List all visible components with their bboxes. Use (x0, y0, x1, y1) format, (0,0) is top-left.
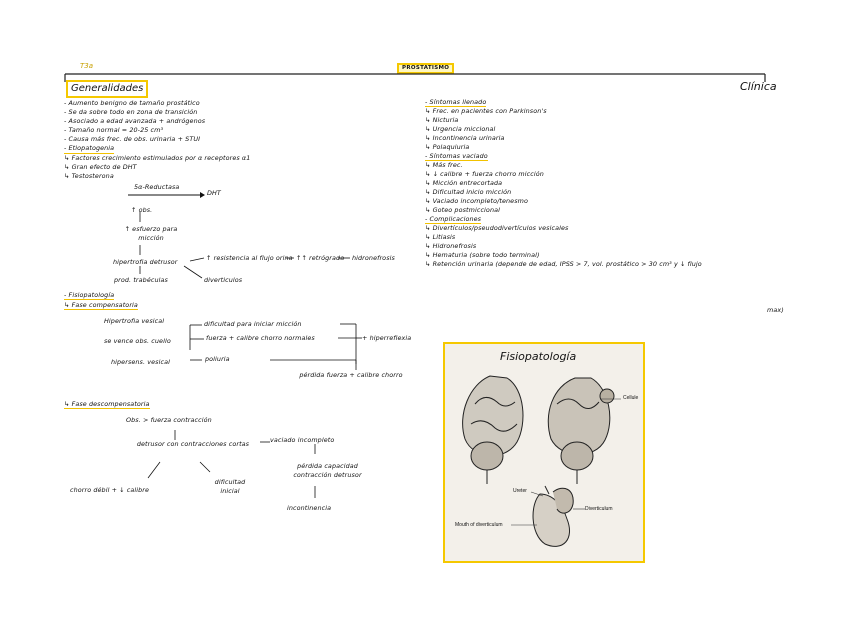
flow-hidronefrosis: hidronefrosis (352, 254, 395, 262)
trabeculated-bladder-left (463, 376, 523, 484)
list-item: ↳ Goteo postmiccional (425, 206, 500, 214)
comp-fuerza: fuerza + calibre chorro normales (206, 334, 315, 342)
comp-poliuria: poliuria (205, 355, 230, 363)
list-item: ↳ ↓ calibre + fuerza chorro micción (425, 170, 544, 178)
vaciado-heading: - Síntomas vaciado (425, 152, 488, 160)
list-item: - Causa más frec. de obs. urinaria + STUI (64, 135, 201, 143)
desc-chorro: chorro débil + ↓ calibre (70, 486, 150, 494)
comp-hipertrofia: Hipertrofia vesical (104, 317, 165, 325)
label-mouth: Mouth of diverticulum (455, 522, 503, 528)
list-item: - Tamaño normal = 20-25 cm³ (64, 126, 164, 134)
list-item: - Asociado a edad avanzada + andrógenos (64, 117, 206, 125)
flow-diverticulos: diverticulos (204, 276, 243, 284)
desc-detrusor: detrusor con contracciones cortas (136, 440, 250, 448)
list-item: ↳ Más frec. (425, 161, 463, 169)
label-diverticulum: Diverticulum (585, 506, 613, 512)
descompensatoria-heading: ↳ Fase descompensatoria (64, 400, 150, 408)
flow-hipertrofia: hipertrofia detrusor (113, 258, 178, 266)
comp-vence: se vence obs. cuello (104, 337, 171, 345)
code-label: T3a (80, 62, 94, 70)
flow-obs: ↑ obs. (131, 206, 153, 214)
list-item: ↳ Litiasis (425, 233, 456, 241)
desc-incontinencia: incontinencia (287, 504, 332, 512)
list-item: ↳ Dificultad inicio micción (425, 188, 512, 196)
desc-vaciado: vaciado incompleto (270, 436, 335, 444)
list-item: ↳ Hidronefrosis (425, 242, 477, 250)
list-item: - Aumento benigno de tamaño prostático (64, 99, 200, 107)
comp-perdida: pérdida fuerza + calibre chorro (299, 371, 403, 379)
desc-obs: Obs. > fuerza contracción (126, 416, 212, 424)
complicaciones-tail: max) (767, 306, 784, 314)
compensatoria-heading: ↳ Fase compensatoria (64, 301, 138, 309)
dht-label: DHT (207, 189, 221, 197)
fisiopatologia-heading: - Fisiopatología (64, 291, 115, 299)
flow-trabeculas: prod. trabéculas (114, 276, 168, 284)
figure-frame (443, 342, 645, 563)
list-item: ↳ Incontinencia urinaria (425, 134, 505, 142)
comp-hiperreflexia: + hiperreflexia (362, 334, 412, 342)
etiopatogenia-heading: - Etiopatogenia (64, 144, 115, 152)
enzyme-label: 5α-Reductasa (134, 183, 180, 191)
flow-esfuerzo: ↑ esfuerzo para micción (124, 225, 178, 242)
comp-arrows (150, 316, 450, 396)
list-item: ↳ Micción entrecortada (425, 179, 503, 187)
label-cellule: Cellule (623, 395, 639, 401)
llenado-section (425, 98, 702, 269)
diverticulum-illustration (533, 486, 573, 546)
list-item: ↳ Frec. en pacientes con Parkinson's (425, 107, 547, 115)
list-item: ↳ Testosterona (64, 172, 114, 180)
clinica-heading: Clínica (740, 80, 777, 93)
comp-dificultad: dificultad para iniciar micción (204, 320, 302, 328)
bladder-illustration (445, 344, 643, 561)
list-item: ↳ Hematuria (sobre todo terminal) (425, 251, 540, 259)
list-item: ↳ Factores crecimiento estimulados por α receptores α1 (64, 154, 251, 162)
list-item: ↳ Nicturia (425, 116, 459, 124)
flow-presion: ↑↑ retrógrada (296, 254, 345, 262)
desc-dificultad: dificultad inicial (214, 478, 246, 495)
list-item: ↳ Retención urinaria (depende de edad, IPSS > 7, vol. prostático > 30 cm³ y ↓ flujo (425, 260, 702, 268)
desc-arrows (100, 420, 400, 520)
list-item: ↳ Gran efecto de DHT (64, 163, 137, 171)
flow-resistencia: ↑ resistencia al flujo orina (206, 254, 293, 262)
figure-title: Fisiopatología (500, 350, 577, 363)
page-title: PROSTATISMO (397, 63, 454, 74)
list-item: - Se da sobre todo en zona de transición (64, 108, 198, 116)
list-item: ↳ Divertículos/pseudodivertículos vesicales (425, 224, 569, 232)
desc-perdida: pérdida capacidad contracción detrusor (293, 462, 362, 479)
complicaciones-heading: - Complicaciones (425, 215, 482, 223)
label-ureter: Ureter (513, 488, 527, 494)
comp-hipersens: hipersens. vesical (111, 358, 170, 366)
list-item: ↳ Vaciado incompleto/tenesmo (425, 197, 528, 205)
generalidades-list (64, 99, 250, 181)
list-item: ↳ Polaquiuria (425, 143, 470, 151)
llenado-heading: - Síntomas llenado (425, 98, 487, 106)
trabeculated-bladder-right (548, 378, 614, 484)
list-item: ↳ Urgencia miccional (425, 125, 496, 133)
generalidades-heading: Generalidades (66, 80, 148, 98)
